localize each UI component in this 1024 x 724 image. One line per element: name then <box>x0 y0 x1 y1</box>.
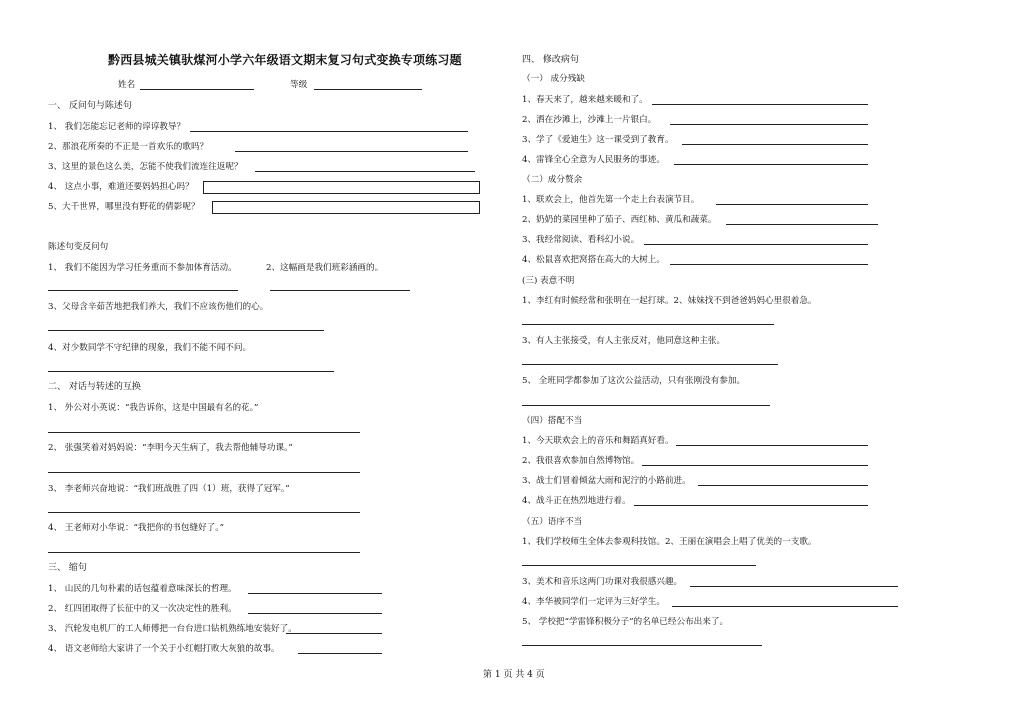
answer-line[interactable] <box>690 586 898 587</box>
answer-line[interactable] <box>670 264 868 265</box>
answer-line[interactable] <box>682 144 868 145</box>
answer-line[interactable] <box>248 593 382 594</box>
question: 4、 这点小事，难道还要妈妈担心吗？ <box>48 182 194 192</box>
answer-line[interactable] <box>248 613 382 614</box>
section-heading: 一、 反问句与陈述句 <box>48 101 132 111</box>
question: 2、我很喜欢参加自然博物馆。 <box>522 456 640 466</box>
name-label: 姓名 <box>118 80 136 90</box>
subsection-heading: （一） 成分残缺 <box>522 74 585 84</box>
question: 2、那浪花所奏的不正是一首欢乐的歌吗？ <box>48 142 209 152</box>
question: 1、 我们不能因为学习任务重而不参加体育活动。 <box>48 263 237 273</box>
page-title: 黔西县城关镇驮煤河小学六年级语文期末复习句式变换专项练习题 <box>108 53 462 67</box>
answer-line[interactable] <box>298 653 382 654</box>
answer-box[interactable] <box>203 181 480 194</box>
subsection-heading: (三) 表意不明 <box>522 276 575 286</box>
question: 2、 红四团取得了长征中的又一次决定性的胜利。 <box>48 604 237 614</box>
grade-label: 等级 <box>290 80 308 90</box>
question: 5、 学校把“学雷锋积极分子”的名单已经公布出来了。 <box>522 617 729 627</box>
question: 3、战士们冒着倾盆大雨和泥泞的小路前进。 <box>522 476 691 486</box>
question: 1、 外公对小英说：“我告诉你，这是中国最有名的花。” <box>48 403 259 413</box>
subsection-heading: （二）成分赘余 <box>522 175 583 185</box>
answer-line[interactable] <box>48 472 360 473</box>
answer-line[interactable] <box>522 364 778 365</box>
subsection-heading: 陈述句变反问句 <box>48 242 109 252</box>
question: 3、父母含辛茹苦地把我们养大，我们不应该伤他们的心。 <box>48 302 269 312</box>
question: 4、 语文老师给大家讲了一个关于小红帽打败大灰狼的故事。 <box>48 644 280 654</box>
answer-line[interactable] <box>235 151 468 152</box>
answer-line[interactable] <box>670 124 868 125</box>
question: 4、雷锋全心全意为人民服务的事迹。 <box>522 155 665 165</box>
question: 2、奶奶的菜园里种了茄子、西红柿、黄瓜和蔬菜。 <box>522 215 717 225</box>
answer-line[interactable] <box>48 290 238 291</box>
question: 2、 张强笑着对妈妈说：“李明今天生病了，我去帮他辅导功课。” <box>48 443 293 453</box>
answer-line[interactable] <box>190 131 468 132</box>
question: 3、学了《爱迪生》这一课受到了教育。 <box>522 135 674 145</box>
answer-line[interactable] <box>672 606 898 607</box>
answer-line[interactable] <box>652 104 868 105</box>
question: 1、李红有时候经常和张明在一起打球。2、妹妹找不到爸爸妈妈心里很着急。 <box>522 296 817 306</box>
answer-line[interactable] <box>522 565 756 566</box>
answer-line[interactable] <box>48 552 360 553</box>
question: 2、洒在沙滩上，沙滩上一片银白。 <box>522 115 657 125</box>
question: 3、 李老师兴奋地说：“我们班战胜了四（1）班，获得了冠军。” <box>48 484 290 494</box>
answer-line[interactable] <box>644 244 868 245</box>
question: 1、我们学校师生全体去参观科技馆。2、王丽在演唱会上唱了优美的一支歌。 <box>522 537 817 547</box>
question: 3、有人主张接受，有人主张反对，他同意这种主张。 <box>522 336 726 346</box>
answer-line[interactable] <box>48 330 324 331</box>
question: 4、李华被同学们一定评为三好学生。 <box>522 597 665 607</box>
answer-line[interactable] <box>270 290 410 291</box>
subsection-heading: （四）搭配不当 <box>522 416 583 426</box>
question: 2、这幅画是我们班彩涵画的。 <box>266 263 384 273</box>
answer-box[interactable] <box>212 201 480 214</box>
answer-line[interactable] <box>634 505 868 506</box>
question: 3、我经常阅读、看科幻小说。 <box>522 235 640 245</box>
grade-field[interactable] <box>314 89 422 90</box>
question: 1、联欢会上，他首先第一个走上台表演节目。 <box>522 195 700 205</box>
answer-line[interactable] <box>286 633 382 634</box>
answer-line[interactable] <box>674 164 868 165</box>
answer-line[interactable] <box>676 445 868 446</box>
answer-line[interactable] <box>642 465 868 466</box>
question: 4、对少数同学不守纪律的现象，我们不能不闻不问。 <box>48 343 252 353</box>
answer-line[interactable] <box>522 405 770 406</box>
question: 1、 我们怎能忘记老师的谆谆教导？ <box>48 122 186 132</box>
question: 1、 山民的几句朴素的话包蕴着意味深长的哲理。 <box>48 584 237 594</box>
answer-line[interactable] <box>255 171 475 172</box>
question: 1、今天联欢会上的音乐和舞蹈真好看。 <box>522 436 674 446</box>
page-number: 第 1 页 共 4 页 <box>483 670 545 680</box>
answer-line[interactable] <box>48 432 360 433</box>
question: 3、 汽轮发电机厂的工人师傅把一台台进口钻机熟练地安装好了。 <box>48 624 297 634</box>
answer-line[interactable] <box>726 224 878 225</box>
answer-line[interactable] <box>716 204 868 205</box>
question: 3、这里的景色这么美，怎能不使我们流连往返呢？ <box>48 162 243 172</box>
name-field[interactable] <box>140 89 254 90</box>
question: 3、美术和音乐这两门功课对我很感兴趣。 <box>522 577 683 587</box>
answer-line[interactable] <box>698 485 868 486</box>
answer-line[interactable] <box>48 371 334 372</box>
subsection-heading: （五）语序不当 <box>522 517 583 527</box>
question: 5、 全班同学都参加了这次公益活动，只有张刚没有参加。 <box>522 376 746 386</box>
section-heading: 三、 缩句 <box>48 563 87 573</box>
question: 4、 王老师对小华说：“我把你的书包缝好了。” <box>48 523 224 533</box>
question: 4、松鼠喜欢把窝搭在高大的大树上。 <box>522 255 665 265</box>
question: 4、战斗正在热烈地进行着。 <box>522 496 631 506</box>
section-heading: 四、 修改病句 <box>522 55 579 65</box>
answer-line[interactable] <box>522 645 762 646</box>
question: 1、春天来了，越来越来暖和了。 <box>522 95 648 105</box>
answer-line[interactable] <box>522 324 774 325</box>
section-heading: 二、 对话与转述的互换 <box>48 382 141 392</box>
answer-line[interactable] <box>48 512 360 513</box>
question: 5、大千世界，哪里没有野花的倩影呢？ <box>48 202 200 212</box>
